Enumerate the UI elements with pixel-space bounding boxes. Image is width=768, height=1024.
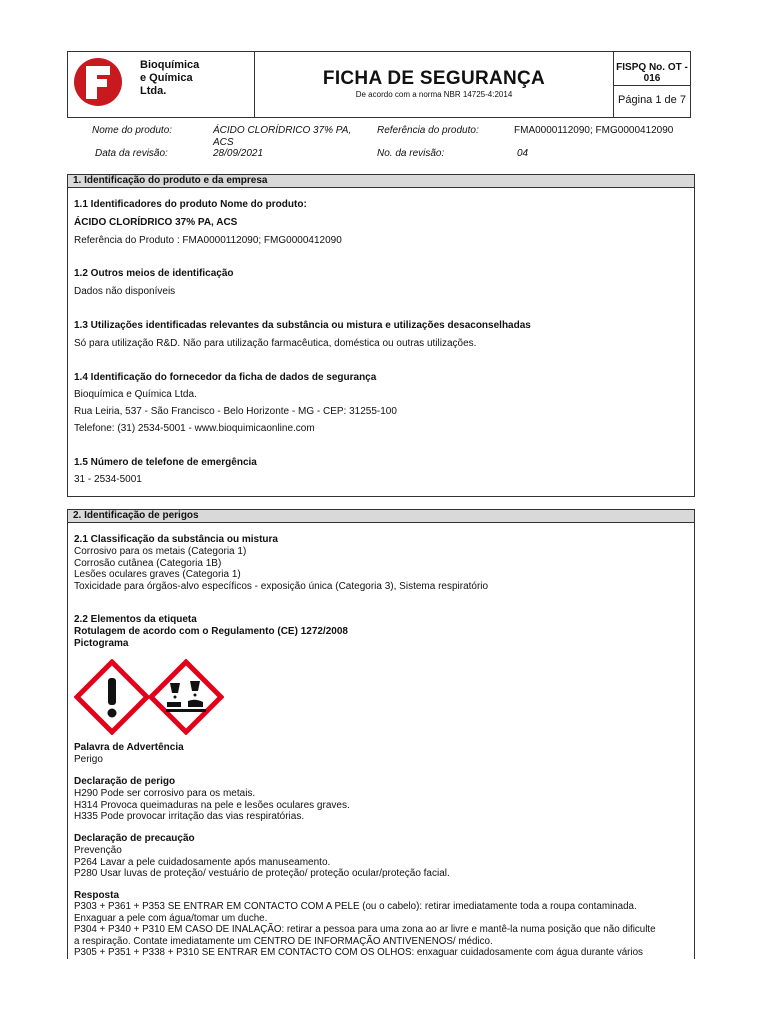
classification-item: Toxicidade para órgãos-alvo específicos - exposição única (Categoria 3), Sistema respiratório xyxy=(74,580,489,592)
hazard-statements-title: Declaração de perigo xyxy=(74,776,176,787)
company-logo xyxy=(73,57,123,107)
document-title: FICHA DE SEGURANÇA xyxy=(322,68,546,89)
precautionary-statement: P264 Lavar a pele cuidadosamente após manuseamento. xyxy=(74,856,331,868)
product-reference: Referência do Produto : FMA0000112090; FMG0000412090 xyxy=(74,235,342,246)
emergency-phone: 31 - 2534-5001 xyxy=(74,474,142,485)
exclamation-mark-icon xyxy=(74,659,150,735)
supplier-address: Rua Leiria, 537 - São Francisco - Belo Horizonte - MG - CEP: 31255-100 xyxy=(74,406,397,417)
revision-date-value: 28/09/2021 xyxy=(213,148,264,159)
precautionary-statements-title: Declaração de precaução xyxy=(74,833,195,844)
product-name-value-cont: ACS xyxy=(213,137,234,148)
hazard-statements-list xyxy=(74,788,350,823)
section-1-2-title: 1.2 Outros meios de identificação xyxy=(74,268,234,279)
section-1-4-title: 1.4 Identificação do fornecedor da ficha de dados de segurança xyxy=(74,372,377,383)
response-statement: a respiração. Contate imediatamente um CENTRO DE INFORMAÇÃO ANTIVENENOS/ médico. xyxy=(74,935,493,947)
section-1-2-text: Dados não disponíveis xyxy=(74,286,176,297)
precautionary-statement: Prevenção xyxy=(74,845,122,856)
labelling-regulation: Rotulagem de acordo com o Regulamento (CE) 1272/2008 xyxy=(74,626,348,637)
product-name-value: ÁCIDO CLORÍDRICO 37% PA, xyxy=(213,125,352,136)
corrosion-icon xyxy=(148,659,224,735)
signal-word-value: Perigo xyxy=(74,754,103,765)
hazard-statement: H314 Provoca queimaduras na pele e lesões oculares graves. xyxy=(74,799,350,811)
company-line: Bioquímica xyxy=(140,59,200,71)
hazard-statement: H290 Pode ser corrosivo para os metais. xyxy=(74,788,256,799)
response-statements-list xyxy=(74,901,656,959)
section-2-1-title: 2.1 Classificação da substância ou mistura xyxy=(74,534,278,545)
page-number: Página 1 de 7 xyxy=(618,94,686,106)
precautionary-statement: P280 Usar luvas de proteção/ vestuário de proteção/ proteção ocular/proteção facial. xyxy=(74,868,450,879)
company-line: Ltda. xyxy=(140,85,167,97)
product-name-label: Nome do produto: xyxy=(92,125,173,136)
section-1-3-title: 1.3 Utilizações identificadas relevantes da substância ou mistura e utilizações desaconselhadas xyxy=(74,320,531,331)
pictogram-label: Pictograma xyxy=(74,638,129,649)
revision-date-label: Data da revisão: xyxy=(95,148,168,159)
revision-number-value: 04 xyxy=(517,148,529,159)
product-name: ÁCIDO CLORÍDRICO 37% PA, ACS xyxy=(74,217,238,228)
logo-cell xyxy=(68,52,254,117)
supplier-name: Bioquímica e Química Ltda. xyxy=(74,389,197,400)
classification-item: Corrosão cutânea (Categoria 1B) xyxy=(74,557,222,569)
response-statement: P304 + P340 + P310 EM CASO DE INALAÇÃO: retirar a pessoa para uma zona ao ar livre e mantê-la numa posição que não dificulte xyxy=(74,924,656,935)
company-name xyxy=(140,59,199,98)
classification-list xyxy=(74,546,488,592)
response-statement: P305 + P351 + P338 + P310 SE ENTRAR EM CONTACTO COM OS OLHOS: enxaguar cuidadosamente com água durante vários xyxy=(74,947,643,958)
section-2 xyxy=(67,509,695,959)
supplier-contact: Telefone: (31) 2534-5001 - www.bioquimicaonline.com xyxy=(74,423,315,434)
section-1-heading: 1. Identificação do produto e da empresa xyxy=(68,175,694,188)
document-header xyxy=(67,51,691,118)
section-1-3-text: Só para utilização R&D. Não para utilização farmacêutica, doméstica ou outras utilizações. xyxy=(74,338,477,349)
fispq-number: FISPQ No. OT - 016 xyxy=(616,62,688,84)
hazard-statement: H335 Pode provocar irritação das vias respiratórias. xyxy=(74,811,305,822)
section-1-1-title: 1.1 Identificadores do produto Nome do produto: xyxy=(74,199,307,210)
product-ref-value: FMA0000112090; FMG0000412090 xyxy=(514,125,674,136)
revision-number-label: No. da revisão: xyxy=(377,148,445,159)
section-1 xyxy=(67,174,695,497)
company-line: e Química xyxy=(140,72,193,84)
product-ref-label: Referência do produto: xyxy=(377,125,479,136)
signal-word-title: Palavra de Advertência xyxy=(74,742,184,753)
classification-item: Lesões oculares graves (Categoria 1) xyxy=(74,569,241,580)
response-statement: Enxaguar a pele com água/tomar um duche. xyxy=(74,912,268,924)
classification-item: Corrosivo para os metais (Categoria 1) xyxy=(74,546,247,557)
section-2-2-title: 2.2 Elementos da etiqueta xyxy=(74,614,197,625)
reference-cell xyxy=(614,52,690,117)
response-title: Resposta xyxy=(74,890,120,901)
fispq-box xyxy=(614,52,690,86)
document-subtitle: De acordo com a norma NBR 14725-4:2014 xyxy=(355,90,513,99)
precautionary-statements-list xyxy=(74,845,450,880)
section-2-heading: 2. Identificação de perigos xyxy=(68,510,694,523)
response-statement: P303 + P361 + P353 SE ENTRAR EM CONTACTO COM A PELE (ou o cabelo): retirar imediatamente toda a roupa contaminada. xyxy=(74,901,637,912)
title-cell xyxy=(254,52,614,117)
section-1-5-title: 1.5 Número de telefone de emergência xyxy=(74,457,257,468)
